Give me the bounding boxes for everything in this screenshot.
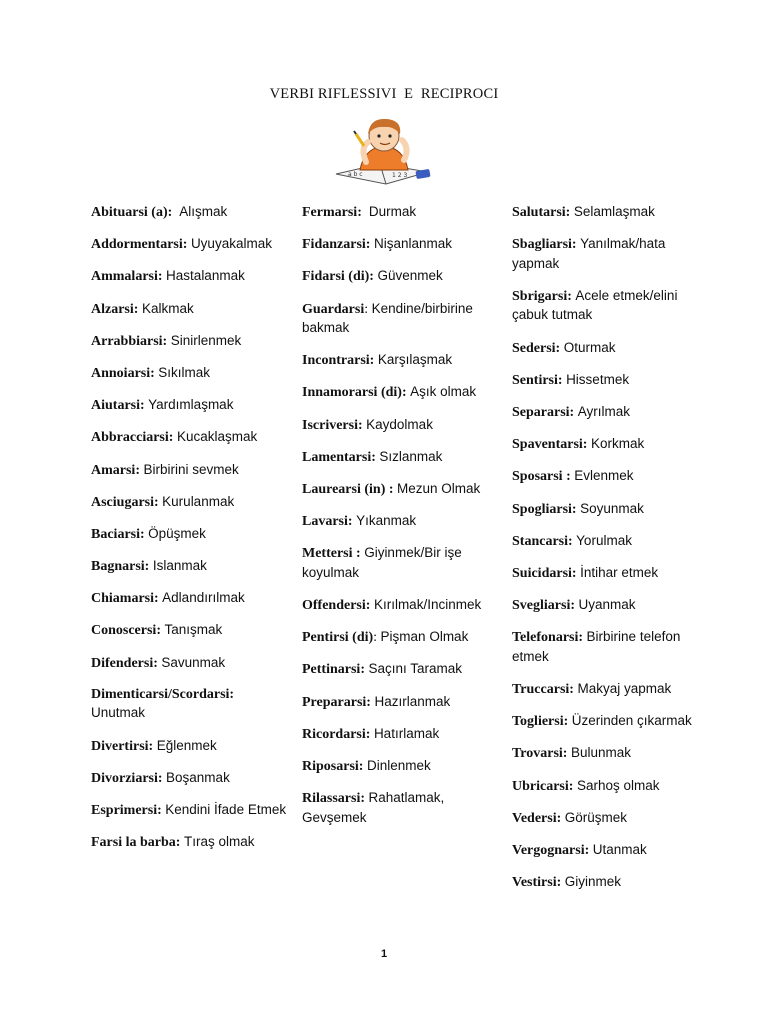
turkish-translation: Alışmak: [179, 204, 228, 219]
italian-verb: Baciarsi:: [91, 526, 145, 542]
vocabulary-entry: [302, 628, 502, 648]
italian-verb: Divertirsi:: [91, 738, 154, 754]
turkish-translation: Birbirine telefon etmek: [512, 629, 681, 664]
italian-verb: Incontrarsi:: [302, 353, 375, 369]
vocabulary-entry: [91, 801, 291, 821]
italian-verb: Lavarsi:: [302, 514, 353, 530]
turkish-translation: Oturmak: [563, 339, 616, 355]
turkish-translation: Rahatlamak, Gevşemek: [302, 790, 445, 825]
turkish-translation: Güvenmek: [377, 268, 443, 284]
turkish-translation: Hastalanmak: [166, 268, 245, 284]
svg-text:a b c: a b c: [348, 171, 363, 178]
turkish-translation: Yorulmak: [576, 532, 632, 548]
italian-verb: Vergognarsi:: [512, 842, 590, 858]
turkish-translation: İntihar etmek: [580, 564, 659, 580]
italian-verb: Separarsi:: [512, 404, 575, 420]
vocabulary-entry: [512, 680, 712, 700]
vocabulary-entry: [512, 287, 712, 326]
vocabulary-entry: [302, 351, 502, 371]
vocabulary-entry: [91, 332, 291, 352]
vocabulary-entry: [91, 203, 291, 223]
turkish-translation: Üzerinden çıkarmak: [571, 713, 692, 729]
vocabulary-entry: [91, 654, 291, 674]
vocabulary-entry: [302, 660, 502, 680]
turkish-translation: Öpüşmek: [148, 525, 206, 541]
turkish-translation: Islanmak: [152, 558, 207, 574]
vocabulary-column-3: [512, 203, 712, 905]
vocabulary-column-2: [302, 203, 502, 841]
italian-verb: Fidanzarsi:: [302, 237, 371, 253]
vocabulary-entry: [512, 235, 712, 274]
italian-verb: Innamorarsi (di):: [302, 385, 407, 401]
vocabulary-entry: [91, 364, 291, 384]
vocabulary-entry: [512, 809, 712, 829]
italian-verb: Iscriversi:: [302, 417, 363, 433]
turkish-translation: Bulunmak: [570, 745, 632, 761]
turkish-translation: Birbirini sevmek: [143, 461, 239, 477]
turkish-translation: Kalkmak: [141, 300, 194, 316]
italian-verb: Truccarsi:: [512, 681, 574, 697]
turkish-translation: Dinlenmek: [366, 758, 431, 773]
vocabulary-entry: [512, 596, 712, 616]
svg-text:1 2 3: 1 2 3: [392, 172, 408, 179]
vocabulary-entry: [302, 725, 502, 745]
turkish-translation: Görüşmek: [564, 809, 628, 825]
italian-verb: Guardarsi: [302, 301, 365, 317]
italian-verb: Fermarsi:: [302, 205, 362, 220]
italian-verb: Alzarsi:: [91, 301, 139, 317]
vocabulary-entry: [512, 564, 712, 584]
italian-verb: Laurearsi (in) :: [302, 482, 394, 497]
turkish-translation: Aşık olmak: [410, 384, 477, 400]
italian-verb: Divorziarsi:: [91, 770, 163, 786]
vocabulary-entry: [91, 833, 291, 853]
italian-verb: Ubricarsi:: [512, 778, 574, 794]
italian-verb: Telefonarsi:: [512, 630, 584, 646]
vocabulary-entry: [302, 203, 502, 223]
vocabulary-entry: [512, 339, 712, 359]
italian-verb: Difendersi:: [91, 655, 158, 671]
vocabulary-entry: [302, 480, 502, 500]
turkish-translation: Adlandırılmak: [162, 590, 245, 606]
turkish-translation: Hazırlanmak: [374, 693, 451, 709]
turkish-translation: Giyinmek/Bir işe koyulmak: [302, 545, 462, 580]
turkish-translation: Hatırlamak: [373, 725, 440, 741]
italian-verb: Prepararsi:: [302, 694, 371, 710]
vocabulary-entry: [302, 448, 502, 468]
vocabulary-entry: [512, 628, 712, 667]
italian-verb: Riposarsi:: [302, 759, 364, 774]
turkish-translation: Kurulanmak: [162, 493, 235, 509]
vocabulary-entry: [512, 873, 712, 893]
vocabulary-entry: [512, 500, 712, 520]
vocabulary-entry: [302, 383, 502, 403]
turkish-translation: Hissetmek: [566, 371, 630, 387]
turkish-translation: Yardımlaşmak: [148, 397, 234, 413]
italian-verb: Bagnarsi:: [91, 559, 150, 575]
turkish-translation: Kaydolmak: [366, 416, 433, 432]
vocabulary-entry: [91, 737, 291, 757]
vocabulary-entry: [302, 267, 502, 287]
vocabulary-entry: [91, 428, 291, 448]
italian-verb: Stancarsi:: [512, 533, 573, 549]
vocabulary-entry: [91, 557, 291, 577]
italian-verb: Fidarsi (di):: [302, 269, 374, 285]
turkish-translation: Giyinmek: [564, 874, 622, 890]
italian-verb: Spaventarsi:: [512, 437, 588, 453]
italian-verb: Vestirsi:: [512, 875, 562, 891]
italian-verb: Pettinarsi:: [302, 662, 365, 678]
vocabulary-entry: [512, 841, 712, 861]
vocabulary-entry: [302, 596, 502, 616]
turkish-translation: Selamlaşmak: [573, 204, 655, 219]
turkish-translation: Saçını Taramak: [368, 661, 463, 677]
vocabulary-entry: [302, 416, 502, 436]
page-number: 1: [380, 948, 388, 960]
child-studying-icon: [330, 112, 438, 192]
vocabulary-entry: [512, 371, 712, 391]
italian-verb: Addormentarsi:: [91, 237, 188, 253]
vocabulary-entry: [91, 621, 291, 641]
italian-verb: Arrabbiarsi:: [91, 333, 168, 349]
vocabulary-entry: [512, 532, 712, 552]
italian-verb: Svegliarsi:: [512, 598, 575, 614]
turkish-translation: Yıkanmak: [356, 513, 417, 529]
turkish-translation: Utanmak: [592, 841, 647, 857]
turkish-translation: Evlenmek: [574, 468, 634, 484]
italian-verb: Togliersi:: [512, 714, 569, 730]
vocabulary-entry: [302, 544, 502, 583]
turkish-translation: Ayrılmak: [577, 403, 630, 419]
vocabulary-entry: [91, 686, 291, 724]
separator: :: [364, 301, 372, 317]
turkish-translation: Nişanlanmak: [373, 236, 452, 252]
italian-verb: Dimenticarsi/Scordarsi:: [91, 686, 235, 702]
vocabulary-entry: [91, 589, 291, 609]
vocabulary-entry: [512, 403, 712, 423]
italian-verb: Amarsi:: [91, 462, 140, 478]
turkish-translation: Tıraş olmak: [183, 834, 255, 850]
turkish-translation: Sinirlenmek: [170, 332, 242, 348]
vocabulary-entry: [512, 744, 712, 764]
italian-verb: Sbagliarsi:: [512, 237, 577, 253]
vocabulary-entry: [512, 467, 712, 487]
vocabulary-entry: [91, 267, 291, 287]
italian-verb: Chiamarsi:: [91, 591, 159, 607]
turkish-translation: Makyaj yapmak: [577, 680, 672, 696]
vocabulary-column-1: [91, 203, 291, 865]
vocabulary-entry: [91, 235, 291, 255]
italian-verb: Rilassarsi:: [302, 791, 365, 807]
turkish-translation: Karşılaşmak: [377, 352, 453, 368]
turkish-translation: Uyanmak: [578, 597, 636, 613]
vocabulary-entry: [512, 777, 712, 797]
italian-verb: Annoiarsi:: [91, 365, 155, 381]
turkish-translation: Korkmak: [590, 436, 645, 452]
italian-verb: Farsi la barba:: [91, 835, 181, 851]
italian-verb: Asciugarsi:: [91, 494, 159, 510]
italian-verb: Ricordarsi:: [302, 726, 371, 742]
italian-verb: Pentirsi (di): [302, 630, 374, 646]
turkish-translation: Uyuyakalmak: [190, 236, 272, 252]
vocabulary-entry: [512, 435, 712, 455]
turkish-translation: Yanılmak/hata yapmak: [512, 236, 666, 271]
italian-verb: Trovarsi:: [512, 746, 568, 762]
turkish-translation: Eğlenmek: [156, 737, 217, 753]
italian-verb: Sposarsi :: [512, 469, 571, 485]
italian-verb: Vedersi:: [512, 810, 562, 826]
turkish-translation: Kırılmak/Incinmek: [373, 597, 482, 613]
separator: [234, 687, 238, 702]
italian-verb: Suicidarsi:: [512, 565, 577, 581]
turkish-translation: Unutmak: [91, 705, 146, 721]
turkish-translation: Kendine/birbirine bakmak: [302, 300, 473, 336]
turkish-translation: Mezun Olmak: [397, 481, 481, 496]
turkish-translation: Sarhoş olmak: [576, 777, 660, 793]
vocabulary-entry: [302, 757, 502, 777]
italian-verb: Sentirsi:: [512, 372, 563, 388]
vocabulary-entry: [302, 512, 502, 532]
italian-verb: Offendersi:: [302, 598, 371, 614]
italian-verb: Sedersi:: [512, 340, 561, 356]
vocabulary-entry: [512, 712, 712, 732]
turkish-translation: Sızlanmak: [379, 448, 443, 464]
vocabulary-entry: [91, 396, 291, 416]
vocabulary-entry: [91, 769, 291, 789]
italian-verb: Salutarsi:: [512, 205, 571, 220]
turkish-translation: Boşanmak: [166, 769, 230, 785]
vocabulary-entry: [512, 203, 712, 223]
italian-verb: Abituarsi (a):: [91, 205, 173, 220]
turkish-translation: Kucaklaşmak: [176, 429, 258, 445]
turkish-translation: Soyunmak: [580, 500, 644, 516]
turkish-translation: Tanışmak: [164, 622, 223, 638]
vocabulary-entry: [302, 693, 502, 713]
vocabulary-entry: [91, 493, 291, 513]
vocabulary-entry: [302, 235, 502, 255]
turkish-translation: Savunmak: [161, 654, 226, 670]
italian-verb: Esprimersi:: [91, 802, 162, 818]
italian-verb: Lamentarsi:: [302, 449, 376, 465]
page-title: VERBI RIFLESSIVI E RECIPROCI: [269, 86, 499, 102]
italian-verb: Conoscersi:: [91, 623, 161, 639]
turkish-translation: Sıkılmak: [158, 364, 211, 380]
turkish-translation: Durmak: [368, 204, 417, 219]
italian-verb: Ammalarsi:: [91, 269, 163, 285]
turkish-translation: Pişman Olmak: [380, 629, 469, 645]
turkish-translation: Kendini İfade Etmek: [165, 801, 287, 817]
separator: [362, 205, 369, 220]
vocabulary-entry: [302, 789, 502, 828]
vocabulary-entry: [302, 300, 502, 339]
italian-verb: Abbracciarsi:: [91, 430, 174, 446]
vocabulary-entry: [91, 525, 291, 545]
italian-verb: Aiutarsi:: [91, 398, 145, 414]
italian-verb: Spogliarsi:: [512, 501, 577, 517]
italian-verb: Mettersi :: [302, 546, 361, 562]
italian-verb: Sbrigarsi:: [512, 288, 572, 304]
turkish-translation: Acele etmek/elini çabuk tutmak: [512, 287, 678, 323]
separator: :: [373, 630, 381, 646]
vocabulary-entry: [91, 461, 291, 481]
vocabulary-entry: [91, 300, 291, 320]
